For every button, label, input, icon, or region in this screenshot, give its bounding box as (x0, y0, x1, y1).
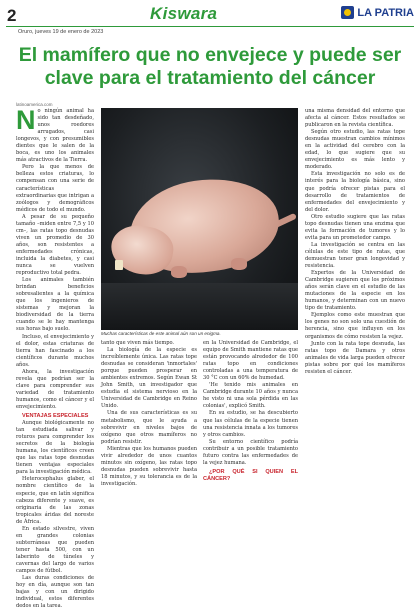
dropcap: N (16, 105, 36, 135)
section-title: Kiswara (150, 4, 218, 23)
subheading: ¿POR QUÉ SI QUIEN EL CÁNCER? (203, 468, 298, 482)
paragraph: Una de sus características es su metabolismo, que le ayuda a sobrevivir en niveles bajos de oxígeno que otros mamíferos no podrían resistir. (101, 410, 197, 445)
article-column-1 (16, 105, 94, 610)
paragraph: en la Universidad de Cambridge, el equipo de Smith mantiene ratas que están provocando alrededor de 100 ratas topo en condiciones controladas a una temperatura de 30 °C con un 60% de humedad. (203, 340, 298, 382)
byline: latinoamerica.com (16, 102, 53, 107)
paragraph: una misma densidad del entorno que afecta al cáncer. Estos resultados se publicaron en la revista científica. (305, 108, 405, 129)
paragraph: Otro estudio sugiere que las ratas topo desnudas tienen una enzima que evita la formación de tumores y lo evita para un prometedor campo. (305, 213, 405, 241)
paragraph: La investigación se centra en las células de este tipo de ratas, que demuestran tener gran longevidad y resistencia. (305, 241, 405, 270)
logo-text: LA PATRIA (357, 6, 414, 19)
paragraph: Ahora, la investigación revela que podrían ser la clave para comprender sus variedad de tratamiento humanos, como el cáncer y el envejecimiento. (16, 368, 94, 410)
article-column-3 (203, 340, 298, 528)
article-column-4 (305, 108, 405, 528)
subheading: VENTAJAS ESPECIALES (22, 413, 89, 420)
paragraph: Ejemplos como este muestran que los genes no son solo una cuestión de herencia, sino que influyen en los organismos de cómo resisten la vejez. (305, 312, 405, 340)
headline: El mamífero que no envejece y puede ser clave para el tratamiento del cáncer (18, 44, 402, 89)
paragraph: Según otro estudio, las ratas tope desnudas muestran cambios mínimos en la actividad del cerebro con la edad, lo que sugiere que su envejecimiento es más lento y moderado. (305, 129, 405, 171)
paragraph: Esta investigación no solo es de interés para la biología básica, sino que podría ofrecer pistas para el desarrollo de tratamientos de enfermedades del envejecimiento y del dolor. (305, 171, 405, 213)
newspaper-logo (341, 6, 414, 19)
paragraph: Mientras que los humanos pueden vivir alrededor de unos cuantos minutos sin oxígeno, las ratas topo desnudas pueden sobrevivir hasta 18 minutos, y su tolerancia es de la investigación. (101, 445, 197, 487)
article-column-2 (101, 340, 197, 528)
paragraph: En estado silvestre, viven en grandes colonias subterráneas que pueden tener hasta 500, con un laberinto de túneles y cavernas del largo de varios campos de fútbol. (16, 525, 94, 575)
page-header (0, 0, 420, 40)
page-number: 2 (7, 6, 17, 25)
paragraph: Pero la que menos de belleza estos criaturas, lo compensan con una serie de características extraordinarias que intrigan a zoólogos y demográficos médicos de todo el mundo. (16, 164, 94, 213)
paragraph: Incluso, el envejecimiento y el dolor, estas criaturas de tierra han fascinado a los científicos durante muchos años. (16, 333, 94, 368)
rat-leg (231, 258, 247, 270)
paragraph: o ningún animal ha sido tan desdeñado, unos roedores arrugados, casi longevos, y con presumibles dientes que le salen de la boca, es uno los animales más atractivos de la Tierra. (16, 108, 94, 164)
paragraph: 'He tenido mis animales en Cambridge durante 10 años y nunca he visto ni una sola pérdida en las colonias', explicó Smith. (203, 382, 298, 410)
article-photo (101, 108, 298, 330)
paragraph: A pesar de su pequeño tamaño –miden entre 7,5 y 10 cm–, las ratas topo desnudas viven un promedio de 30 años, son resistentes a enfermedades crónicas, incluida la diabetes, y casi nunca se vuelven reproductivo total pedra. (16, 213, 94, 277)
header-divider (6, 26, 414, 27)
paragraph: Junto con la rata tope desnuda, las ratas topo de Damara y otros animales de vida larga pueden ofrecer pistas sobre por qué los mamíferos resisten el cáncer. (305, 340, 405, 375)
paragraph: La biología de la especie es increíblemente única. Las ratas tope desnudas se consideran 'inmortales' porque pueden prosperar en ambientes extremos. Según Ewan St John Smith, un investigador que estudia el sistema nervioso en la Universidad de Cambridge en Reino Unido. (101, 347, 197, 410)
paragraph: Los animales también brindan beneficios sobresalientes a la química que los ingenieros de sistemas y mejoran la biodiversidad de la tierra cuando se le hay mantenga sus horas bajo suelo. (16, 277, 94, 333)
paragraph: Las duras condiciones de hoy en día, aunque son tan bajas y con un dirigido individual, estos diferentes dedos en la tarea. (16, 575, 94, 610)
paragraph: Expertos de la Universidad de Cambridge sugieren que los próximos años serán clave en el estudio de las mutaciones de la especie en los humanos, y determinan con un nuevo tipo de tratamiento. (305, 270, 405, 312)
logo-icon (341, 6, 354, 19)
paragraph: tanto que viven más tiempo. (101, 340, 175, 346)
paragraph: Su entorno científico podría contribuir a un posible tratamiento futuro contra las enfermedades de la vejez humana. (203, 438, 298, 466)
dateline: Oruro, jueves 19 de enero de 2023 (18, 29, 104, 35)
paragraph: Aunque biológicamente no tan estudiada salivar y roturos para comprender los secretos de la biología humana, los científicos creen que las ratas tope desnudas tienen ventajas especiales para la investigación médica. (16, 420, 94, 476)
paragraph: En su estudio, se ha descubierto que las células de la especie tienen una resistencia innata a los tumores y otros cambios. (203, 410, 298, 438)
rat-leg (171, 266, 187, 278)
photo-caption: Muchas características de este animal aún son un enigma. (101, 331, 221, 336)
rat-teeth (115, 260, 123, 270)
paragraph: Heterocephalus glaber, el nombre científico de la especie, que en latín significa cabeza diferente y suave, es originaria de las zonas tropicales áridas del noreste de África. (16, 476, 94, 525)
photo-ground (101, 283, 298, 330)
